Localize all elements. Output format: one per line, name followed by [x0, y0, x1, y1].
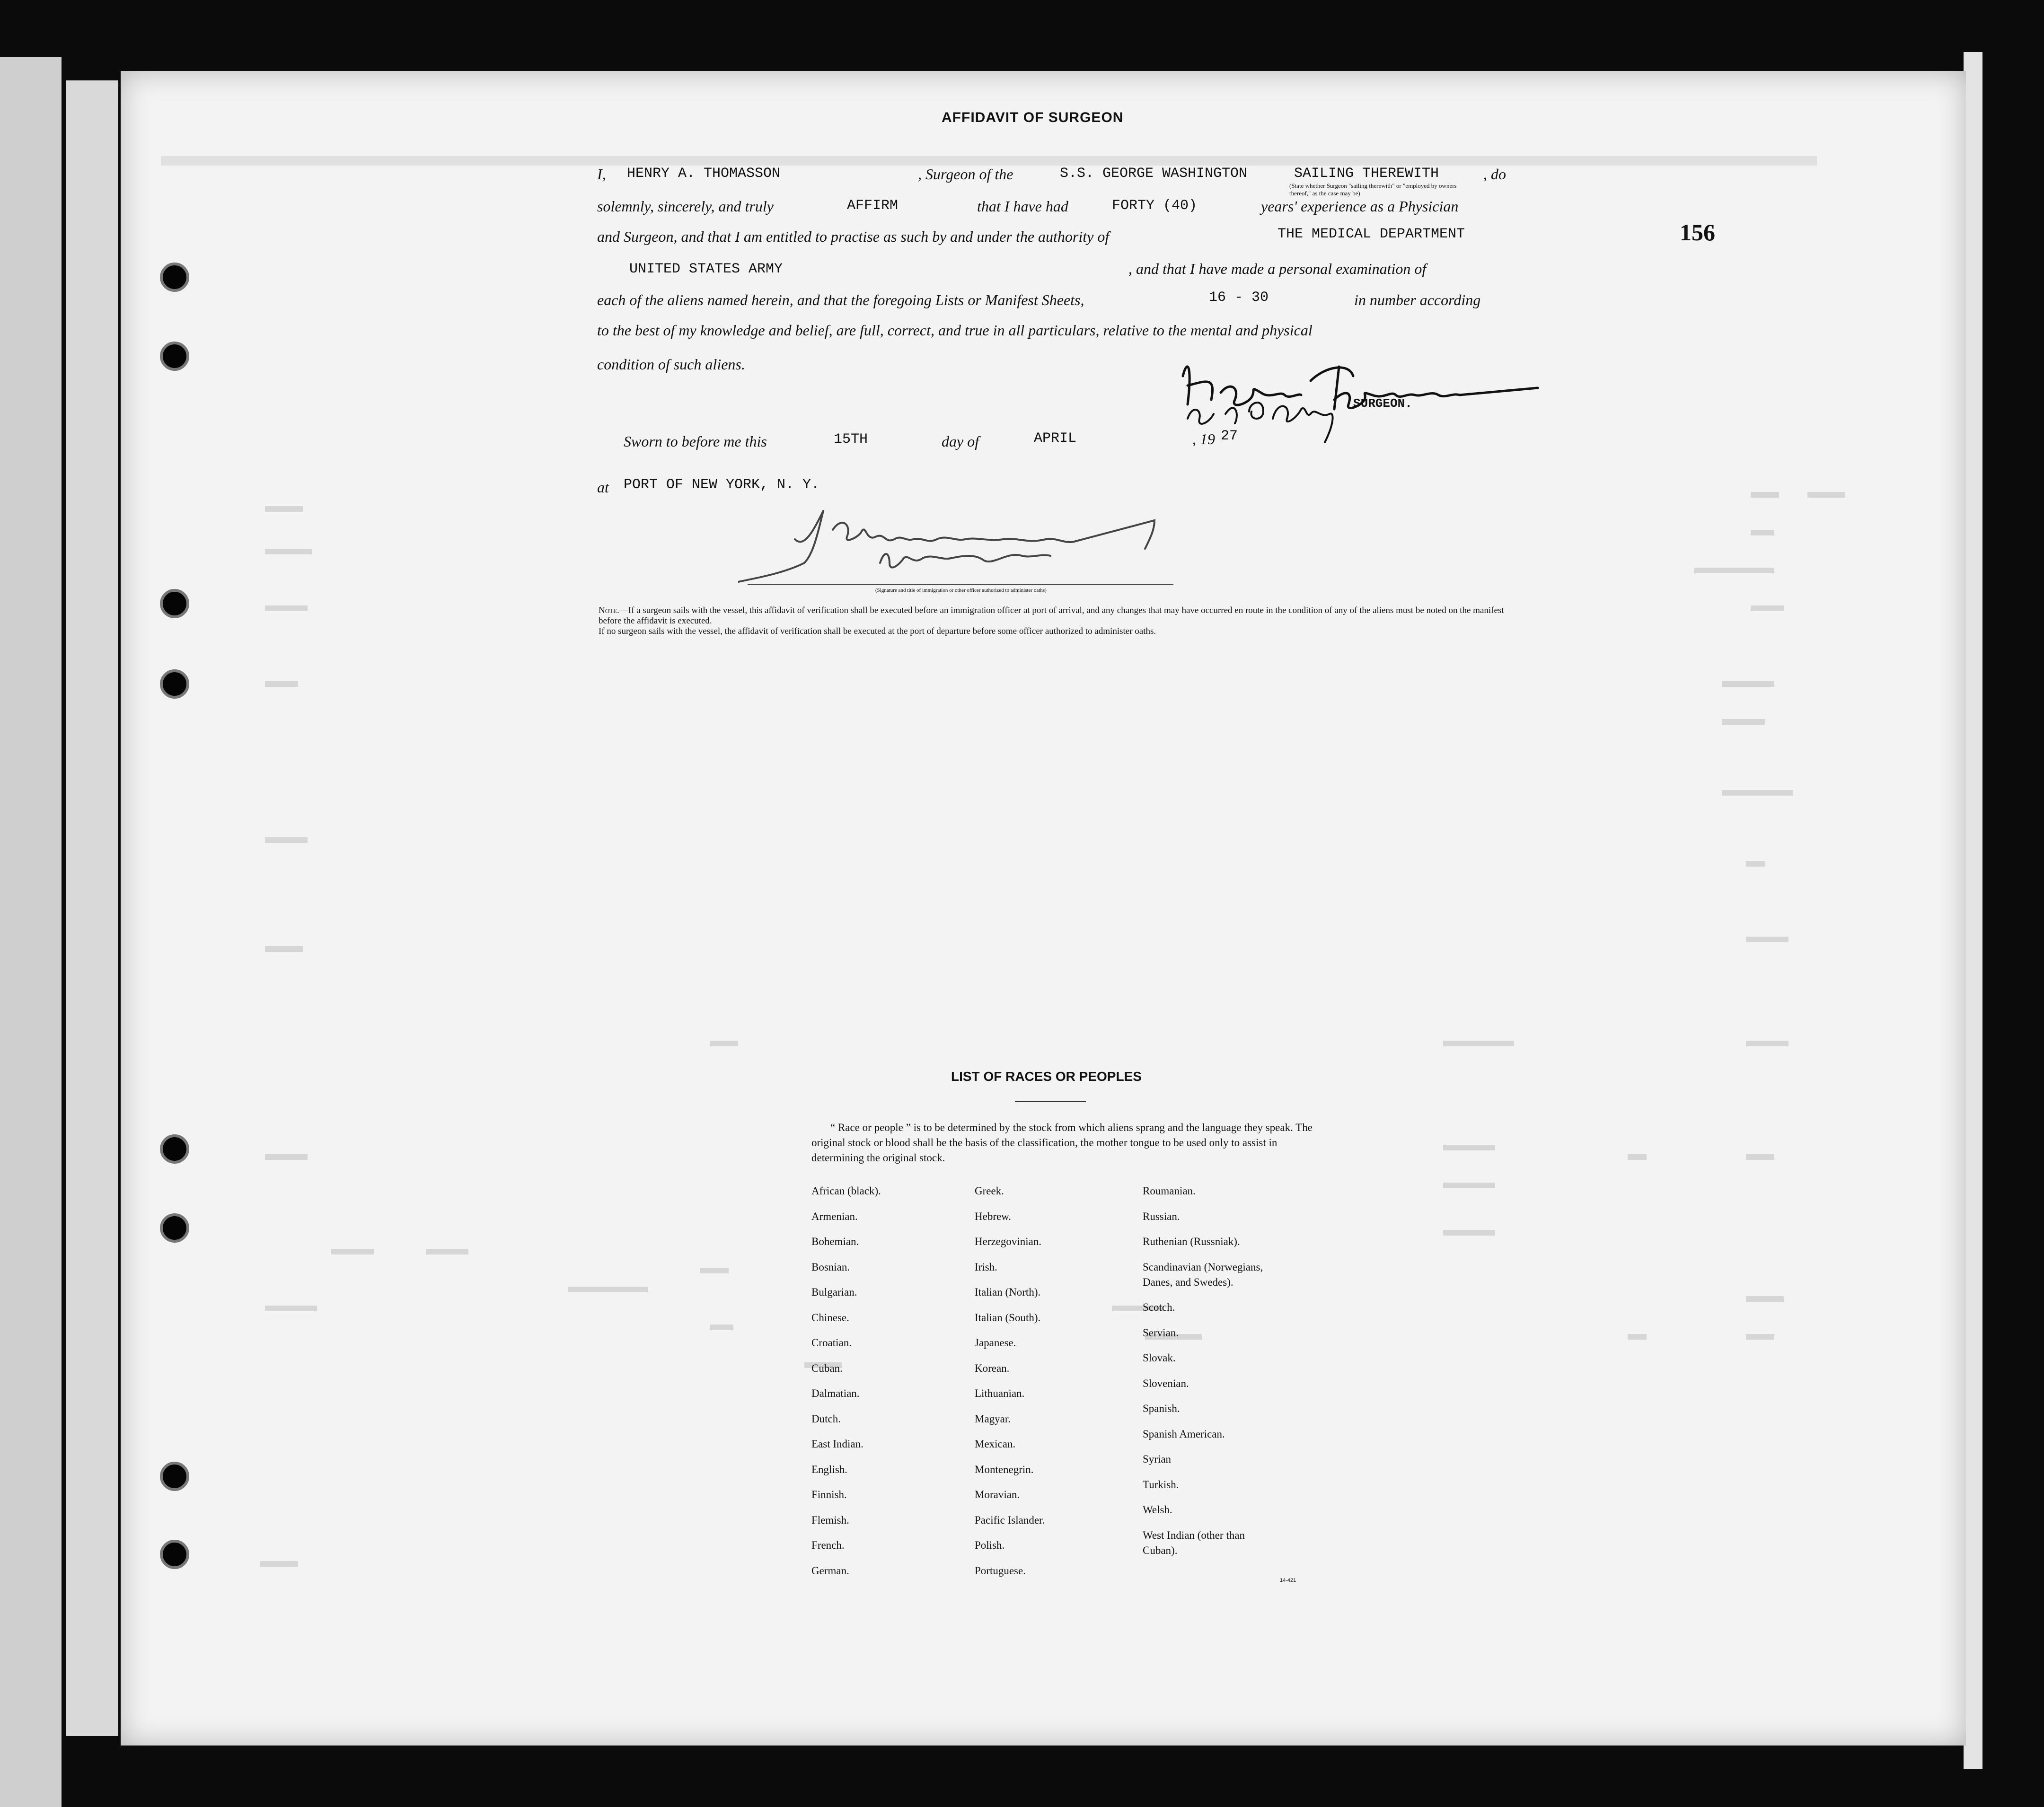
race-item: Lithuanian. — [975, 1387, 1025, 1399]
line4-suffix: , and that I have made a personal examination of — [1128, 260, 1427, 277]
race-item: Bohemian. — [811, 1236, 859, 1247]
sailing-fine-print: (State whether Surgeon "sailing therewith" or "employed by owners thereof," as the case may be) — [1289, 182, 1457, 197]
race-item: French. — [811, 1539, 845, 1551]
line1-mid: , Surgeon of the — [918, 166, 1013, 183]
race-item: Syrian — [1143, 1453, 1172, 1465]
line2-mid: that I have had — [977, 198, 1068, 215]
race-item: Cuban). — [1143, 1544, 1178, 1556]
race-item: Irish. — [975, 1261, 997, 1273]
race-item: Ruthenian (Russniak). — [1143, 1236, 1240, 1247]
race-item: Scotch. — [1143, 1301, 1175, 1314]
race-item: Italian (South). — [975, 1311, 1041, 1324]
race-item: Scandinavian (Norwegians, — [1143, 1261, 1263, 1273]
sailing-status: SAILING THEREWITH — [1294, 166, 1439, 182]
race-item: Greek. — [975, 1185, 1004, 1197]
race-item: Cuban. — [811, 1362, 843, 1374]
race-item: Turkish. — [1143, 1478, 1179, 1491]
race-item: Dutch. — [811, 1412, 841, 1425]
line1-prefix: I, — [597, 166, 606, 183]
race-item: Danes, and Swedes). — [1143, 1276, 1233, 1288]
note-line2: If no surgeon sails with the vessel, the affidavit of verification shall be executed at the port of departure before some officer authorized to administer oaths. — [599, 626, 1156, 636]
races-title: LIST OF RACES OR PEOPLES — [951, 1069, 1142, 1084]
race-item: Polish. — [975, 1539, 1005, 1551]
authority-part2: UNITED STATES ARMY — [629, 261, 783, 277]
affidavit-note — [599, 605, 1521, 637]
race-item: Bulgarian. — [811, 1286, 857, 1298]
sworn-day: 15TH — [834, 431, 868, 447]
race-item: African (black). — [811, 1185, 881, 1197]
race-item: Chinese. — [811, 1311, 849, 1324]
race-item: West Indian (other than — [1143, 1529, 1245, 1541]
page-number: 156 — [1680, 219, 1715, 246]
authority-part1: THE MEDICAL DEPARTMENT — [1278, 226, 1465, 242]
note-line1: —If a surgeon sails with the vessel, this affidavit of verification shall be executed before an immigration officer at port of arrival, and any changes that may have occurred en route in the condition of any of the aliens must be noted on the manifest before the affidavit is executed. — [599, 605, 1504, 626]
race-item: Korean. — [975, 1362, 1010, 1374]
race-item: Pacific Islander. — [975, 1514, 1045, 1526]
race-item: Italian (North). — [975, 1286, 1041, 1298]
years-experience: FORTY (40) — [1112, 198, 1198, 214]
race-item: Spanish. — [1143, 1403, 1180, 1415]
sworn-day-of: day of — [942, 433, 979, 450]
race-item: Dalmatian. — [811, 1387, 860, 1399]
race-item: Russian. — [1143, 1210, 1180, 1222]
officer-signature-line — [748, 584, 1173, 585]
line2-suffix: years' experience as a Physician — [1261, 198, 1459, 215]
race-item: Magyar. — [975, 1412, 1011, 1425]
line1-suffix: , do — [1483, 166, 1506, 183]
race-item: English. — [811, 1463, 848, 1475]
race-item: Flemish. — [811, 1514, 849, 1526]
line3-prefix: and Surgeon, and that I am entitled to practise as such by and under the authority of — [597, 228, 1110, 245]
line6: to the best of my knowledge and belief, are full, correct, and true in all particulars, relative to the mental and physical — [597, 322, 1313, 339]
race-item: Bosnian. — [811, 1261, 850, 1273]
surgeon-name: HENRY A. THOMASSON — [627, 166, 781, 182]
line5-suffix: in number according — [1354, 291, 1481, 308]
affidavit-title: AFFIDAVIT OF SURGEON — [942, 110, 1124, 125]
race-item: Welsh. — [1143, 1504, 1172, 1516]
race-item: Hebrew. — [975, 1210, 1012, 1222]
sworn-year-prefix: , 19 — [1192, 430, 1215, 447]
race-item: Slovak. — [1143, 1352, 1176, 1364]
race-item: East Indian. — [811, 1438, 863, 1450]
races-title-rule — [1015, 1101, 1086, 1102]
race-item: Croatian. — [811, 1337, 852, 1349]
race-item: Herzegovinian. — [975, 1236, 1042, 1247]
race-item: Moravian. — [975, 1489, 1020, 1500]
port-prefix: at — [597, 479, 609, 496]
line2-prefix: solemnly, sincerely, and truly — [597, 198, 774, 215]
race-item: Servian. — [1143, 1326, 1179, 1339]
vessel-name: S.S. GEORGE WASHINGTON — [1060, 166, 1248, 182]
race-item: Spanish American. — [1143, 1428, 1225, 1440]
officer-signature — [738, 492, 1188, 587]
line7: condition of such aliens. — [597, 356, 745, 373]
oath-type: AFFIRM — [847, 198, 899, 214]
races-intro: “ Race or people ” is to be determined by the stock from which aliens sprang and the language they speak. The original stock or blood shall be the basis of the classification, the mother tongue to be used only to assist in determining the original stock. — [811, 1122, 1313, 1164]
race-item: Mexican. — [975, 1438, 1016, 1450]
race-item: Montenegrin. — [975, 1463, 1034, 1475]
race-item: Roumanian. — [1143, 1185, 1196, 1197]
surgeon-label: SURGEON. — [1353, 396, 1412, 411]
sworn-month: APRIL — [1034, 430, 1077, 447]
sworn-prefix: Sworn to before me this — [624, 433, 767, 450]
sworn-year: 27 — [1221, 428, 1238, 444]
race-item: Japanese. — [975, 1337, 1016, 1349]
race-item: German. — [811, 1564, 849, 1577]
line5-prefix: each of the aliens named herein, and that the foregoing Lists or Manifest Sheets, — [597, 291, 1084, 308]
race-item: Finnish. — [811, 1489, 847, 1500]
form-number: 14-421 — [1280, 1578, 1296, 1583]
race-item: Slovenian. — [1143, 1377, 1189, 1389]
manifest-sheets: 16 - 30 — [1209, 289, 1269, 306]
race-item: Portuguese. — [975, 1564, 1026, 1577]
officer-caption: (Signature and title of immigration or other officer authorized to administer oaths) — [875, 588, 1047, 593]
port-value: PORT OF NEW YORK, N. Y. — [624, 477, 820, 493]
note-label: Note. — [599, 605, 619, 615]
race-item: Armenian. — [811, 1210, 858, 1222]
